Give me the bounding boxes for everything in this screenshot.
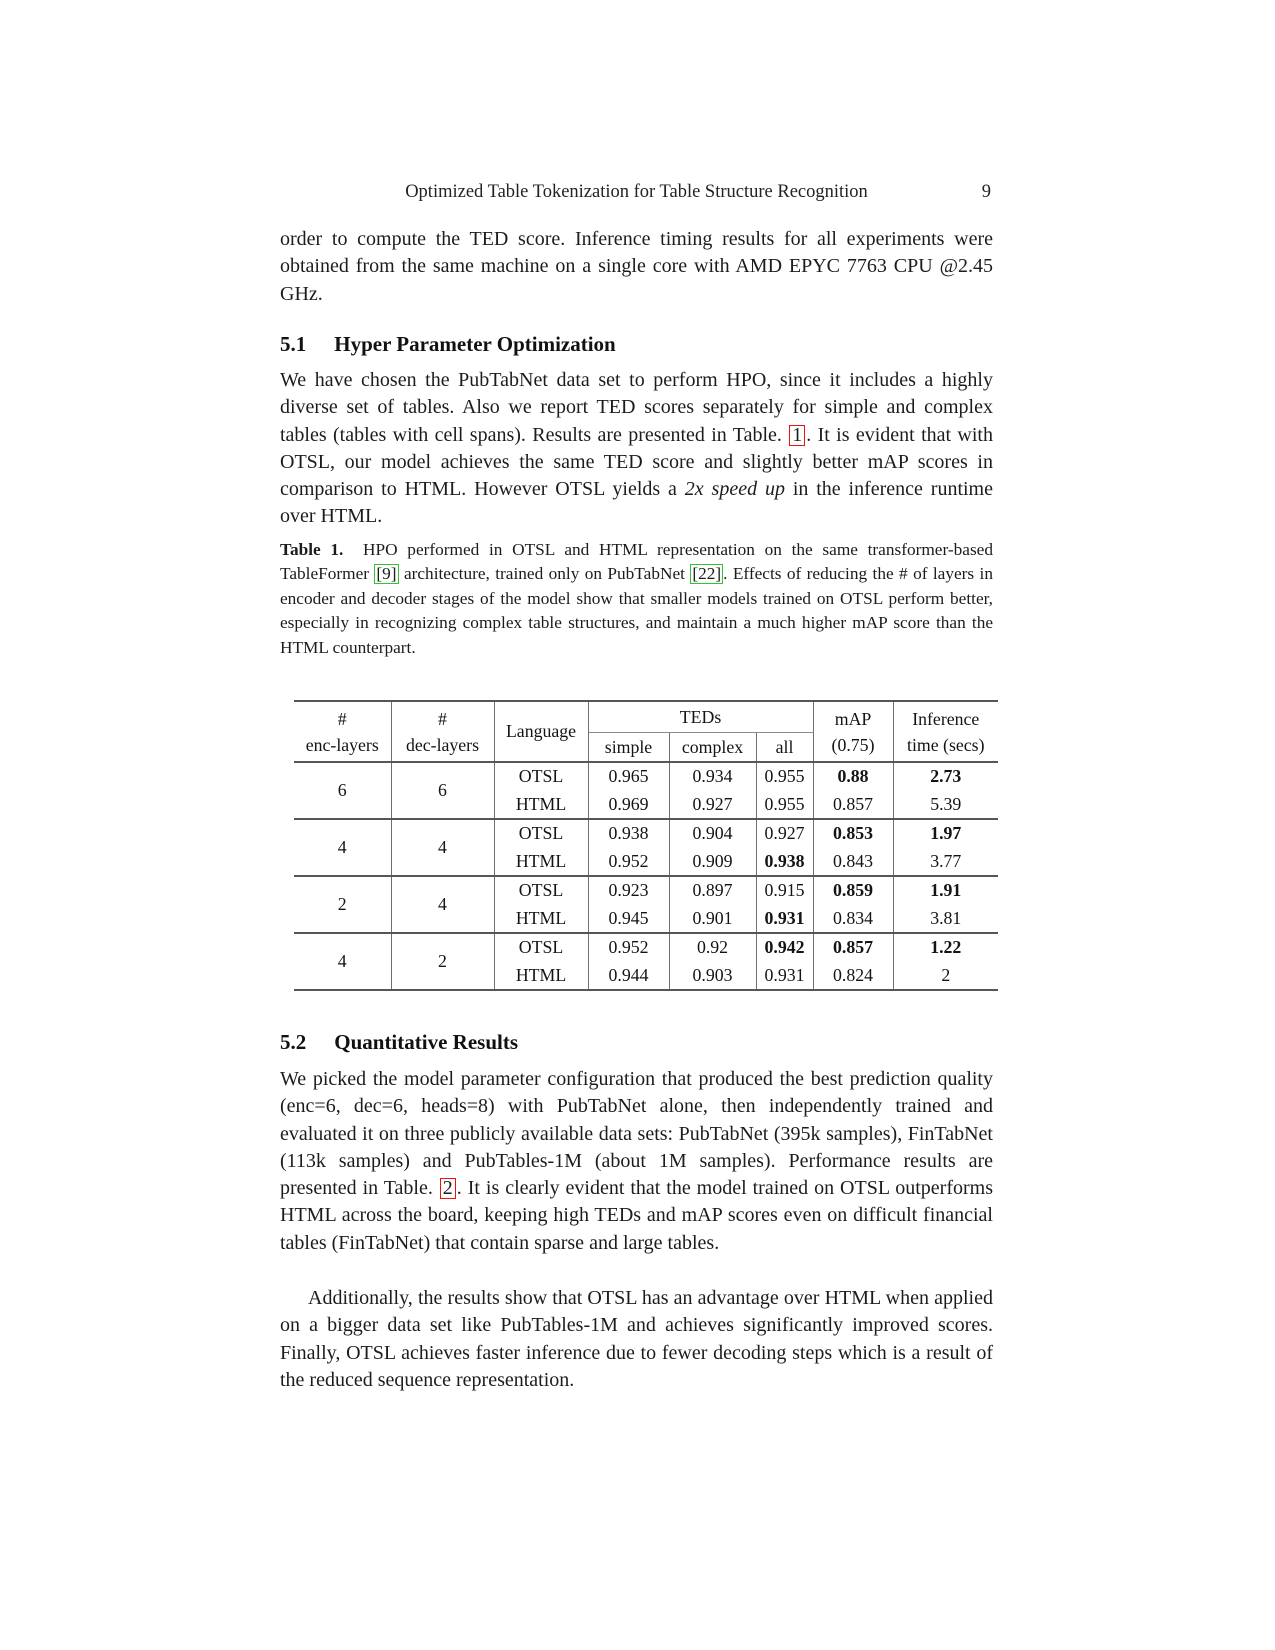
- table2-ref-link[interactable]: 2: [440, 1178, 456, 1199]
- table-cell: OTSL: [494, 819, 588, 848]
- table-cell: 0.969: [588, 791, 669, 820]
- section-heading-5-2: [280, 1030, 518, 1055]
- table-cell: 0.923: [588, 876, 669, 905]
- paragraph-5-2-first: [280, 1066, 993, 1257]
- table-cell: 4: [391, 876, 494, 933]
- citation-link-9[interactable]: [9]: [376, 564, 397, 584]
- table-group-enc6-dec6: [294, 762, 998, 819]
- table-group-enc4-dec2: [294, 933, 998, 990]
- page-number: 9: [981, 182, 991, 202]
- results-table-header: [294, 701, 998, 762]
- table-cell: 6: [294, 762, 391, 819]
- table-cell: 2: [294, 876, 391, 933]
- table-cell: 0.897: [669, 876, 756, 905]
- paragraph-text: . It is clearly evident that the model trained on OTSL outperforms HTML across the board, keeping high TEDs and mAP scores even on difficult financial tables (FinTabNet) that contain sparse and large tables.: [280, 1177, 993, 1254]
- table-cell: 3.81: [930, 907, 962, 928]
- running-header-title: Optimized Table Tokenization for Table Structure Recognition: [405, 182, 868, 202]
- table-group-enc4-dec4: [294, 819, 998, 876]
- table-row: [294, 819, 998, 848]
- header-text: dec-layers: [405, 734, 480, 755]
- header-text: time (secs): [907, 734, 985, 755]
- header-simple: simple: [588, 733, 669, 763]
- table-cell: 0.965: [588, 762, 669, 791]
- table-cell: 0.938: [588, 819, 669, 848]
- table-row: [294, 933, 998, 962]
- header-text: mAP: [834, 708, 872, 729]
- header-all: all: [756, 733, 813, 763]
- table-cell: HTML: [494, 905, 588, 934]
- table-group-enc2-dec4: [294, 876, 998, 933]
- table-cell: 6: [391, 762, 494, 819]
- caption-text: architecture, trained only on PubTabNet: [398, 564, 691, 584]
- table-cell: 0.857: [813, 791, 893, 820]
- table-cell: 0.859: [813, 876, 893, 905]
- section-title: Hyper Parameter Optimization: [334, 332, 616, 356]
- caption-text: HPO performed in OTSL and HTML representation on the same transformer-based TableFormer: [280, 540, 993, 584]
- table-cell: 2: [941, 964, 951, 985]
- section-number: 5.1: [280, 332, 307, 356]
- paragraph-text: We have chosen the PubTabNet data set to perform HPO, since it includes a highly diverse set of tables. Also we report TED scores separately for simple and complex tables (tables with cell spans). Results are presented in Table.: [280, 369, 993, 446]
- table-cell: HTML: [494, 962, 588, 991]
- emphasized-text: 2x speed up: [684, 478, 785, 501]
- table-cell: 4: [294, 933, 391, 990]
- header-inference-time: [893, 701, 998, 762]
- table-cell: OTSL: [494, 933, 588, 962]
- header-text: enc-layers: [305, 734, 379, 755]
- table1-ref-link[interactable]: 1: [789, 425, 805, 446]
- section-title: Quantitative Results: [334, 1030, 518, 1054]
- table-cell: 1.22: [930, 937, 962, 958]
- table-cell: 0.904: [669, 819, 756, 848]
- table-cell: OTSL: [494, 762, 588, 791]
- table-cell: 3.77: [930, 850, 962, 871]
- header-text: (0.75): [831, 734, 875, 755]
- table-cell: 0.938: [756, 848, 813, 877]
- section-number: 5.2: [280, 1030, 307, 1054]
- header-text: #: [438, 708, 447, 729]
- section-heading-5-1: [280, 332, 616, 357]
- table-cell: 2.73: [930, 766, 962, 787]
- table-cell: 0.952: [588, 933, 669, 962]
- table-cell: 5.39: [930, 793, 962, 814]
- table-cell: HTML: [494, 791, 588, 820]
- results-table: [294, 700, 998, 991]
- table-cell: 0.927: [756, 819, 813, 848]
- table-cell: 0.955: [756, 791, 813, 820]
- paragraph-5-2-second: Additionally, the results show that OTSL has an advantage over HTML when applied on a bigger data set like PubTables-1M and achieves significantly improved scores. Finally, OTSL achieves faster inference due to fewer decoding steps which is a result of the reduced sequence representation.: [280, 1287, 993, 1391]
- table-row: [294, 762, 998, 791]
- table-cell: 2: [391, 933, 494, 990]
- table-cell: 0.952: [588, 848, 669, 877]
- table-row: [294, 876, 998, 905]
- table-cell: OTSL: [494, 876, 588, 905]
- table-cell: 0.931: [756, 962, 813, 991]
- table1-caption-label: Table 1.: [280, 540, 344, 559]
- table-cell: 0.843: [813, 848, 893, 877]
- header-complex: complex: [669, 733, 756, 763]
- table-cell: 0.857: [813, 933, 893, 962]
- paragraph-text: in the inference runtime over HTML.: [280, 478, 993, 528]
- header-text: #: [337, 708, 347, 729]
- header-teds: TEDs: [588, 701, 813, 733]
- header-language: Language: [494, 701, 588, 762]
- table-cell: 4: [294, 819, 391, 876]
- table-cell: 1.91: [930, 880, 962, 901]
- paragraph-text: . It is evident that with OTSL, our model achieves the same TED score and slightly better mAP scores in comparison to HTML. However OTSL yields a: [280, 423, 993, 501]
- header-map: [813, 701, 893, 762]
- running-header: [280, 182, 993, 208]
- table-cell: 1.97: [930, 823, 962, 844]
- table-cell: 0.909: [669, 848, 756, 877]
- table-cell: 0.944: [588, 962, 669, 991]
- results-table-container: [294, 700, 998, 991]
- table-cell: 0.931: [756, 905, 813, 934]
- table-cell: 0.903: [669, 962, 756, 991]
- intro-paragraph: order to compute the TED score. Inference timing results for all experiments were obtained from the same machine on a single core with AMD EPYC 7763 CPU @2.45 GHz.: [280, 228, 993, 305]
- header-enc-layers: [294, 701, 391, 762]
- table-cell: 0.88: [813, 762, 893, 791]
- header-dec-layers: [391, 701, 494, 762]
- paragraph-text: We picked the model parameter configuration that produced the best prediction quality (enc=6, dec=6, heads=8) with PubTabNet alone, then independently trained and evaluated it on three publicly available data sets: PubTabNet (395k samples), FinTabNet (113k samples) and PubTables-1M (about 1M samples). Performance results are presented in Table.: [280, 1068, 993, 1200]
- table-cell: 0.934: [669, 762, 756, 791]
- table-cell: 0.942: [756, 933, 813, 962]
- table-cell: 0.92: [669, 933, 756, 962]
- table-cell: 0.915: [756, 876, 813, 905]
- table-cell: 0.955: [756, 762, 813, 791]
- table-cell: 0.945: [588, 905, 669, 934]
- table-cell: HTML: [494, 848, 588, 877]
- table-cell: 0.824: [813, 962, 893, 991]
- caption-text: . Effects of reducing the # of layers in encoder and decoder stages of the model show that smaller models trained on OTSL perform better, especially in recognizing complex table structures, and maintain a much higher mAP score than the HTML counterpart.: [280, 564, 993, 657]
- header-text: Inference: [912, 708, 980, 729]
- table-cell: 0.901: [669, 905, 756, 934]
- table-cell: 4: [391, 819, 494, 876]
- paragraph-5-1: [280, 367, 993, 531]
- table-cell: 0.834: [813, 905, 893, 934]
- table-cell: 0.927: [669, 791, 756, 820]
- citation-link-22[interactable]: [22]: [692, 564, 722, 584]
- table1-caption: [280, 538, 993, 660]
- table-cell: 0.853: [813, 819, 893, 848]
